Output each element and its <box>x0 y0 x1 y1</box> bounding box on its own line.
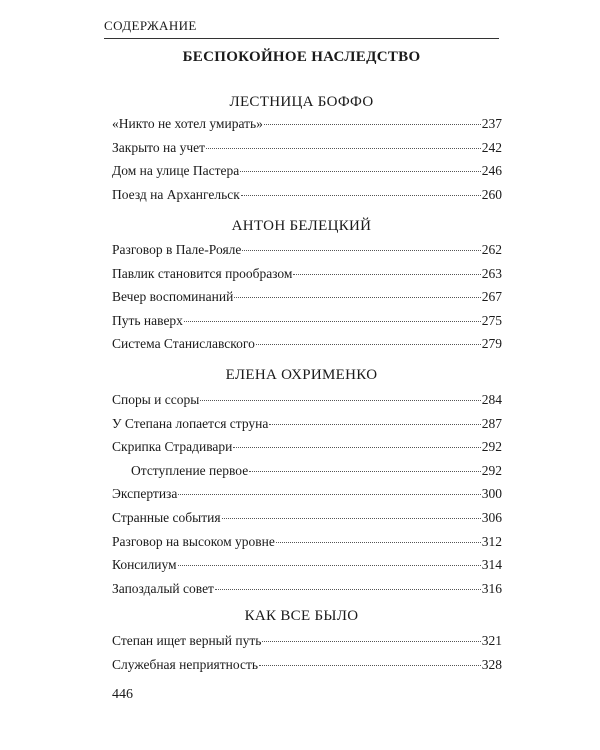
toc-page-number: 237 <box>481 116 502 131</box>
toc-page-number: 287 <box>481 415 502 431</box>
dot-leader <box>184 321 481 322</box>
dot-leader <box>256 344 481 345</box>
toc-entry <box>112 581 502 605</box>
toc-page-number: 328 <box>481 656 502 672</box>
section-title: КАК ВСЕ БЫЛО <box>244 608 359 624</box>
toc-page-number: 275 <box>481 312 502 328</box>
toc-entry <box>112 392 502 416</box>
toc-entry-title: Поезд на Архангельск <box>112 186 240 202</box>
toc-page-number: 284 <box>481 392 502 407</box>
dot-leader <box>215 589 481 590</box>
toc-page-number: 260 <box>481 186 502 202</box>
dot-leader <box>178 565 481 566</box>
toc-entry <box>112 289 502 313</box>
dot-leader <box>241 195 481 196</box>
toc-entry <box>112 657 502 681</box>
toc-entry-title: Павлик становится прообразом <box>112 265 293 281</box>
toc-entry <box>112 486 502 510</box>
toc-page-number: 279 <box>481 336 502 352</box>
toc-page-number: 314 <box>481 557 502 573</box>
dot-leader <box>234 297 480 298</box>
toc-page-number: 263 <box>481 265 502 281</box>
dot-leader <box>293 274 480 275</box>
toc-entry-title: Система Станиславского <box>112 336 255 352</box>
toc-entry-title: Запоздалый совет <box>112 580 214 596</box>
toc-page-number: 262 <box>481 242 502 257</box>
dot-leader <box>259 665 481 666</box>
toc-entry-title: Отступление первое <box>131 462 249 478</box>
toc-entry-title: Консилиум <box>112 557 177 573</box>
toc-entry <box>112 163 502 187</box>
running-header: СОДЕРЖАНИЕ <box>104 18 197 33</box>
toc-entry <box>112 510 502 534</box>
toc-page-number: 312 <box>481 533 502 549</box>
toc-entry-title: Вечер воспоминаний <box>112 289 234 305</box>
toc-entry-title: Дом на улице Пастера <box>112 163 240 179</box>
toc-page-number: 292 <box>481 462 502 478</box>
toc-page-number: 306 <box>481 509 502 525</box>
toc-entry-title: Экспертиза <box>112 486 178 502</box>
toc-entry-title: Странные события <box>112 509 221 525</box>
toc-entry <box>112 266 502 290</box>
dot-leader <box>242 250 480 251</box>
toc-entry-title: «Никто не хотел умирать» <box>112 116 263 131</box>
toc-entry <box>112 187 502 211</box>
dot-leader <box>269 424 480 425</box>
toc-section-list <box>112 633 502 680</box>
toc-section-list <box>112 242 502 360</box>
dot-leader <box>206 148 481 149</box>
toc-entry-title: Степан ищет верный путь <box>112 633 262 648</box>
toc-page-number: 321 <box>481 633 502 648</box>
toc-page-number: 292 <box>481 439 502 455</box>
toc-entry <box>112 557 502 581</box>
toc-entry <box>112 242 502 266</box>
toc-entry <box>112 140 502 164</box>
toc-entry <box>112 313 502 337</box>
toc-entry <box>112 633 502 657</box>
dot-leader <box>264 124 481 125</box>
section-title: ЛЕСТНИЦА БОФФО <box>229 94 374 110</box>
toc-entry-title: Споры и ссоры <box>112 392 200 407</box>
dot-leader <box>249 471 481 472</box>
dot-leader <box>200 400 480 401</box>
toc-entry <box>112 336 502 360</box>
dot-leader <box>240 171 480 172</box>
page-number: 446 <box>112 687 133 702</box>
dot-leader <box>262 641 480 642</box>
toc-entry-title: Закрыто на учет <box>112 139 206 155</box>
toc-entry-title: Разговор на высоком уровне <box>112 533 275 549</box>
toc-page-number: 246 <box>481 163 502 179</box>
toc-entry-title: У Степана лопается струна <box>112 415 269 431</box>
toc-page-number: 242 <box>481 139 502 155</box>
toc-entry-title: Скрипка Страдивари <box>112 439 233 455</box>
dot-leader <box>233 447 480 448</box>
dot-leader <box>222 518 481 519</box>
toc-section-list <box>112 116 502 210</box>
toc-entry <box>112 439 502 463</box>
toc-entry-subsection <box>112 463 502 487</box>
toc-entry <box>112 116 502 140</box>
dot-leader <box>178 494 480 495</box>
book-title: БЕСПОКОЙНОЕ НАСЛЕДСТВО <box>182 49 421 65</box>
toc-page-number: 300 <box>481 486 502 502</box>
dot-leader <box>276 542 481 543</box>
toc-page-number: 267 <box>481 289 502 305</box>
toc-section-list <box>112 392 502 604</box>
toc-entry-title: Служебная неприятность <box>112 656 259 672</box>
toc-entry <box>112 416 502 440</box>
toc-entry <box>112 534 502 558</box>
section-title: ЕЛЕНА ОХРИМЕНКО <box>225 367 378 383</box>
toc-page-number: 316 <box>481 580 502 596</box>
toc-entry-title: Путь наверх <box>112 312 183 328</box>
toc-entry-title: Разговор в Пале-Рояле <box>112 242 242 257</box>
section-title: АНТОН БЕЛЕЦКИЙ <box>231 218 372 234</box>
header-rule <box>104 38 499 39</box>
